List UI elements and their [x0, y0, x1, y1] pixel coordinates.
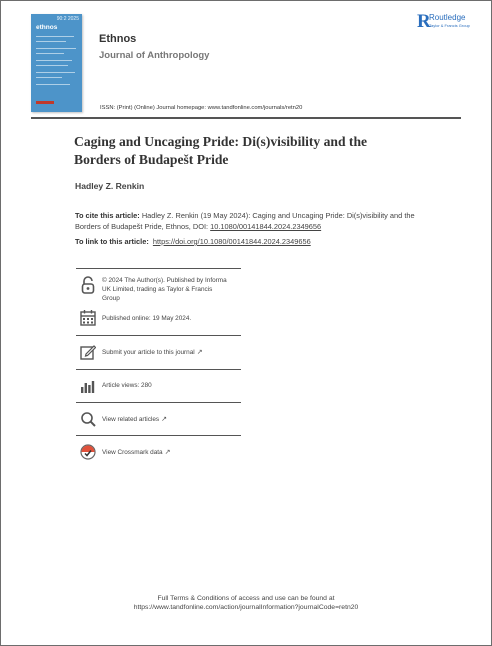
- list-divider: [76, 268, 241, 269]
- terms-url[interactable]: https://www.tandfonline.com/action/journalInformation?journalCode=retn20: [133, 604, 359, 611]
- article-views: Article views: 280: [102, 382, 152, 389]
- cover-publisher-bar: [36, 101, 54, 104]
- cite-doi-link[interactable]: 10.1080/00141844.2024.2349656: [210, 221, 322, 231]
- crossmark-link[interactable]: [102, 449, 171, 458]
- related-articles-label: View related articles: [102, 416, 160, 423]
- submit-article-link[interactable]: [102, 349, 203, 358]
- cover-text-line: [36, 72, 75, 73]
- publisher-group: Taylor & Francis Group: [429, 23, 470, 28]
- article-link-block: [75, 237, 311, 246]
- cover-journal-name: ethnos: [36, 24, 58, 31]
- calendar-icon: [80, 309, 96, 327]
- list-divider: [76, 369, 241, 370]
- journal-subtitle: Journal of Anthropology: [99, 50, 210, 61]
- open-lock-icon: [80, 276, 96, 294]
- journal-name[interactable]: Ethnos: [99, 33, 137, 45]
- external-link-icon: ↗: [164, 449, 171, 456]
- cover-text-line: [36, 77, 62, 78]
- crossmark-label: View Crossmark data: [102, 449, 163, 456]
- routledge-logo[interactable]: [417, 11, 477, 35]
- citation-block: [75, 211, 425, 232]
- magnifier-icon: [80, 410, 96, 428]
- routledge-r-icon: R: [417, 11, 431, 32]
- cover-issue: 90:2 2025: [56, 16, 79, 22]
- list-divider: [76, 402, 241, 403]
- issn-line[interactable]: ISSN: (Print) (Online) Journal homepage: www.tandfonline.com/journals/retn20: [100, 105, 303, 111]
- cover-text-line: [36, 48, 76, 49]
- cover-text-line: [36, 36, 74, 37]
- cover-text-line: [36, 65, 68, 66]
- article-doi-link[interactable]: https://doi.org/10.1080/00141844.2024.2349656: [152, 237, 311, 246]
- link-label: To link to this article:: [75, 237, 149, 246]
- publisher-name: Routledge: [429, 13, 466, 22]
- list-divider: [76, 435, 241, 436]
- cover-text-line: [36, 84, 70, 85]
- list-divider: [76, 335, 241, 336]
- pencil-edit-icon: [80, 343, 96, 361]
- cover-text-line: [36, 41, 66, 42]
- published-date: Published online: 19 May 2024.: [102, 315, 192, 322]
- header-divider: [31, 117, 461, 119]
- related-articles-link[interactable]: [102, 416, 167, 425]
- open-access-line-2: UK Limited, trading as Taylor & Francis: [102, 286, 213, 293]
- bar-chart-icon: [80, 376, 96, 394]
- cite-label: To cite this article:: [75, 211, 140, 220]
- open-access-line-1: © 2024 The Author(s). Published by Informa: [102, 277, 227, 284]
- cover-text-line: [36, 60, 72, 61]
- external-link-icon: ↗: [196, 349, 203, 356]
- external-link-icon: ↗: [161, 416, 167, 423]
- open-access-line-3: Group: [102, 295, 120, 302]
- crossmark-icon: [80, 443, 96, 461]
- cite-text: Hadley Z. Renkin (19 May 2024): Caging and Uncaging Pride: Di(s)visibility and the Borders of Budapešt Pride, Ethnos, DOI:: [75, 211, 415, 231]
- journal-cover-thumbnail[interactable]: [31, 14, 82, 112]
- terms-line: Full Terms & Conditions of access and use can be found at: [157, 595, 335, 602]
- article-author: Hadley Z. Renkin: [75, 181, 145, 191]
- cover-text-line: [36, 53, 64, 54]
- submit-article-label: Submit your article to this journal: [102, 349, 195, 356]
- article-title: Caging and Uncaging Pride: Di(s)visibility and the Borders of Budapešt Pride: [74, 134, 368, 167]
